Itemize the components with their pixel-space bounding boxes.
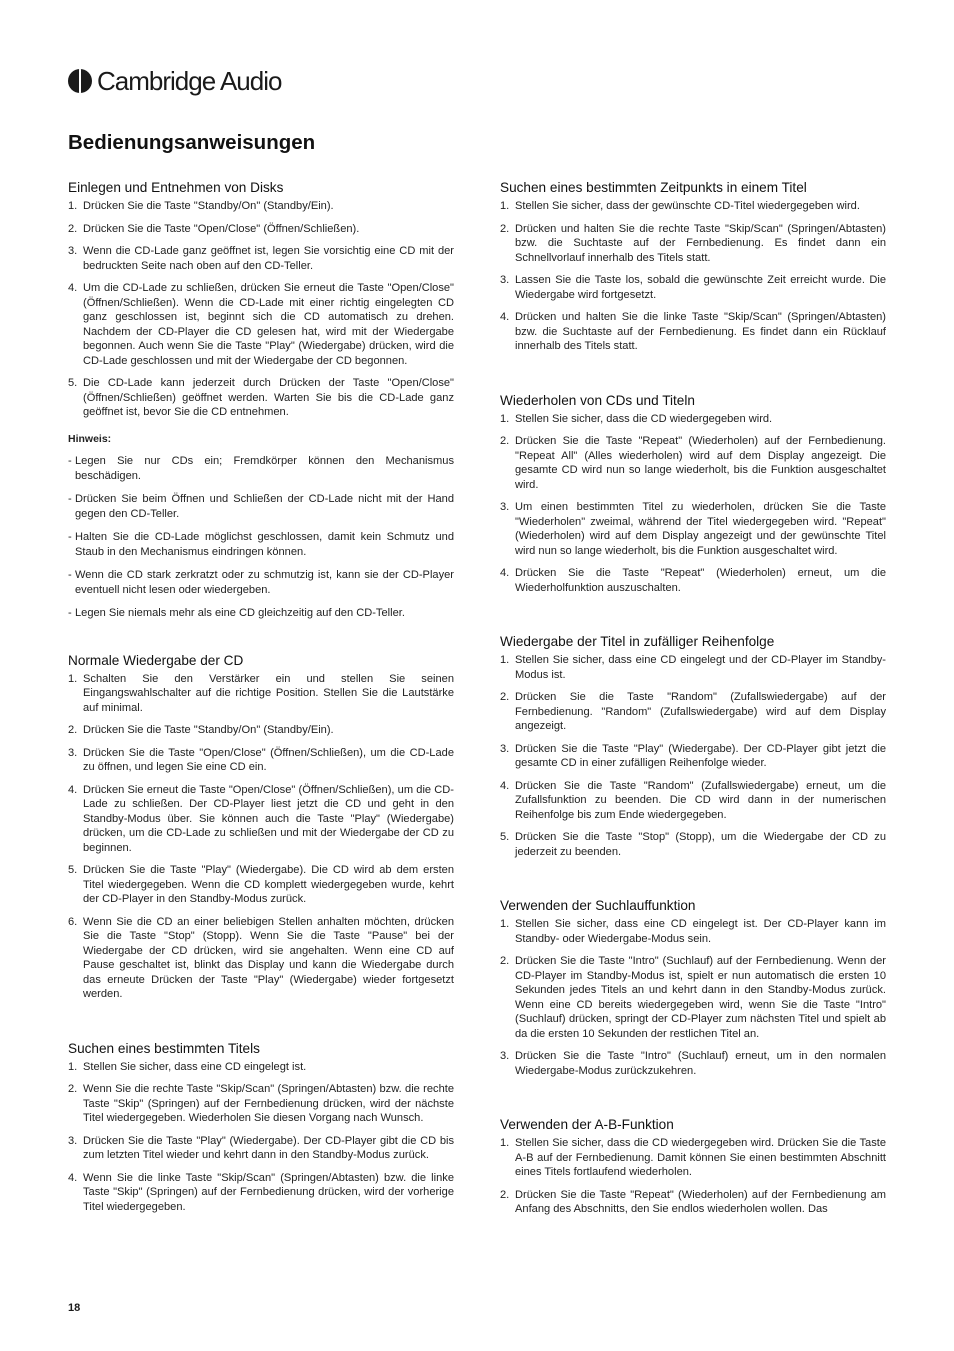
step-item: 3. Drücken Sie die Taste "Play" (Wiedergabe). Der CD-Player gibt jetzt die gesamte CD in einer zufälligen Reihenfolge wieder.	[500, 742, 886, 769]
note-item: - Halten Sie die CD-Lade möglichst geschlossen, damit kein Schmutz und Staub in den Mechanismus eindringen können.	[68, 530, 454, 559]
step-text: Drücken Sie die Taste "Play" (Wiedergabe). Die CD wird ab dem ersten Titel wiedergegeben. Wenn die CD komplett wiedergegeben wurde, kehrt der CD-Player in den Standby-Modus zurück.	[83, 864, 454, 905]
step-text: Drücken und halten Sie die linke Taste "Skip/Scan" (Springen/Abtasten) bzw. die Suchtaste auf der Fernbedienung. Es findet dann ein Rücklauf innerhalb des Titels statt.	[515, 311, 886, 352]
step-item: 1. Schalten Sie den Verstärker ein und stellen Sie seinen Eingangswahlschalter auf die richtige Position. Stellen Sie die Lautstärke auf minimal.	[68, 672, 454, 714]
section-title: Verwenden der A-B-Funktion	[500, 1117, 674, 1132]
step-item: 5. Drücken Sie die Taste "Play" (Wiedergabe). Die CD wird ab dem ersten Titel wiedergegeben. Wenn die CD komplett wiedergegeben wurde, kehrt der CD-Player in den Standby-Modus zurück.	[68, 864, 454, 905]
step-text: Drücken Sie die Taste "Intro" (Suchlauf) erneut, um in den normalen Wiedergabe-Modus zurückzukehren.	[515, 1050, 886, 1077]
right-column	[500, 179, 886, 1225]
step-list	[68, 672, 454, 1002]
step-item: 4. Um die CD-Lade zu schließen, drücken Sie erneut die Taste "Open/Close" (Öffnen/Schließen). Wenn die CD-Lade mit einer richtig eingelegten CD ganz geschlossen ist, beginnt sich die CD automatisch zu drehen. Nachdem der CD-Player die CD gelesen hat, wird mit der Wiedergabe begonnen. Auch wenn Sie die Taste "Play" (Wiedergabe) drücken, wird die CD-Lade geschlossen und mit der Wiedergabe der CD begonnen.	[68, 282, 454, 367]
step-item: 3. Drücken Sie die Taste "Play" (Wiedergabe). Der CD-Player gibt die CD bis zum letzten Titel wieder und kehrt dann in den Standby-Modus zurück.	[68, 1134, 454, 1161]
step-item: 1. Drücken Sie die Taste "Standby/On" (Standby/Ein).	[68, 200, 334, 212]
brand-name: Cambridge Audio	[97, 66, 282, 96]
section-search-title	[68, 1040, 454, 1215]
step-item: 1. Stellen Sie sicher, dass eine CD eingelegt ist.	[68, 1060, 307, 1073]
step-item: 4. Drücken und halten Sie die linke Taste "Skip/Scan" (Springen/Abtasten) bzw. die Suchtaste auf der Fernbedienung. Es findet dann ein Rücklauf innerhalb des Titels statt.	[500, 311, 886, 352]
step-item: 3. Um einen bestimmten Titel zu wiederholen, drücken Sie die Taste "Wiederholen" zweimal, während der Titel wiedergegeben wird. "Repeat" (Wiederholen) wird auf dem Display angezeigt und der gewünschte Titel wird nun so lange wiederholt, bis die Funktion ausgeschaltet wird.	[500, 501, 886, 557]
step-item: 2. Drücken und halten Sie die rechte Taste "Skip/Scan" (Springen/Abtasten) bzw. die Suchtaste auf der Fernbedienung. Es findet dann ein Schnellvorlauf innerhalb des Titels statt.	[500, 222, 886, 264]
step-item: 4. Wenn Sie die linke Taste "Skip/Scan" (Springen/Abtasten) bzw. die linke Taste "Skip" (Springen) auf der Fernbedienung drücken, wird der vorherige Titel wiedergegeben.	[68, 1171, 454, 1213]
step-item: 3. Drücken Sie die Taste "Intro" (Suchlauf) erneut, um in den normalen Wiedergabe-Modus zurückzukehren.	[500, 1050, 886, 1077]
step-text: Wenn Sie die CD an einer beliebigen Stellen anhalten möchten, drücken Sie die Taste "Stop" (Stopp). Wenn Sie die Taste "Pause" bei der Wiedergabe der CD drücken, wird sie angehalten. Wenn eine CD auf Pause geschaltet ist, blinkt das Display und kann die Wiedergabe durch das erneute Drücken der Taste "Play" (Wiedergabe) wieder fortgesetzt werden.	[83, 915, 454, 1000]
section-title: Suchen eines bestimmten Zeitpunkts in einem Titel	[500, 180, 807, 195]
note-heading: Hinweis:	[68, 432, 112, 445]
section-search-time	[500, 179, 886, 354]
section-random	[500, 633, 886, 859]
section-title: Wiederholen von CDs und Titeln	[500, 392, 695, 408]
step-list	[500, 412, 886, 596]
step-text: Stellen Sie sicher, dass eine CD eingelegt und der CD-Player im Standby-Modus ist.	[515, 654, 886, 681]
left-column	[68, 179, 454, 1222]
step-text: Drücken Sie die Taste "Standby/On" (Standby/Ein).	[83, 200, 334, 212]
step-text: Um die CD-Lade zu schließen, drücken Sie erneut die Taste "Open/Close" (Öffnen/Schließen). Wenn die CD-Lade mit einer richtig eingelegten CD ganz geschlossen ist, beginnt sich die CD automatisch zu drehen. Nachdem der CD-Player die CD gelesen hat, wird mit der Wiedergabe begonnen. Auch wenn Sie die Taste "Play" (Wiedergabe) drücken, wird die CD-Lade geschlossen und mit der Wiedergabe der CD begonnen.	[83, 282, 454, 367]
note-item: - Wenn die CD stark zerkratzt oder zu schmutzig ist, kann sie der CD-Player eventuell nicht lesen oder wiedergeben.	[68, 568, 454, 597]
section-a-b	[500, 1116, 886, 1217]
step-text: Drücken Sie die Taste "Open/Close" (Öffnen/Schließen).	[83, 222, 360, 235]
step-item: 3. Wenn die CD-Lade ganz geöffnet ist, legen Sie vorsichtig eine CD mit der bedruckten Seite nach oben auf den CD-Teller.	[68, 245, 454, 272]
step-list	[500, 917, 886, 1078]
page-number: 18	[68, 1302, 81, 1314]
step-item: 1. Stellen Sie sicher, dass eine CD eingelegt ist. Der CD-Player kann im Standby- oder Wiedergabe-Modus sein.	[500, 918, 886, 945]
step-list	[500, 653, 886, 859]
step-text: Drücken und halten Sie die rechte Taste "Skip/Scan" (Springen/Abtasten) bzw. die Suchtaste auf der Fernbedienung. Es findet dann ein Schnellvorlauf innerhalb des Titels statt.	[515, 222, 886, 264]
step-list	[68, 199, 454, 420]
note-item: - Legen Sie niemals mehr als eine CD gleichzeitig auf den CD-Teller.	[68, 606, 454, 621]
step-text: Die CD-Lade kann jederzeit durch Drücken der Taste "Open/Close" (Öffnen/Schließen) geöffnet werden. Warten Sie bis die CD-Lade ganz geöffnet ist, bevor Sie die CD entnehmen.	[83, 377, 454, 418]
step-text: Wenn die CD-Lade ganz geöffnet ist, legen Sie vorsichtig eine CD mit der bedruckten Seite nach oben auf den CD-Teller.	[83, 245, 454, 272]
step-text: Wenn Sie die rechte Taste "Skip/Scan" (Springen/Abtasten) bzw. die rechte Taste "Skip" (Springen) auf der Fernbedienung drücken, wird der nächste Titel wiedergegeben. Wiederholen Sie diesen Vorgang nach Wunsch.	[83, 1083, 454, 1124]
step-text: Stellen Sie sicher, dass der gewünschte CD-Titel wiedergegeben wird.	[515, 200, 860, 212]
note-item: - Drücken Sie beim Öffnen und Schließen der CD-Lade nicht mit der Hand gegen den CD-Teller.	[68, 492, 454, 521]
step-text: Um einen bestimmten Titel zu wiederholen, drücken Sie die Taste "Wiederholen" zweimal, während der Titel wiedergegeben wird. "Repeat" (Wiederholen) wird auf dem Display angezeigt und der gewünschte Titel wird nun so lange wiederholt, bis die Funktion ausgeschaltet wird.	[515, 501, 886, 557]
step-text: Stellen Sie sicher, dass die CD wiedergegeben wird.	[515, 412, 773, 425]
step-item: 1. Stellen Sie sicher, dass eine CD eingelegt und der CD-Player im Standby-Modus ist.	[500, 654, 886, 681]
step-text: Drücken Sie die Taste "Repeat" (Wiederholen) auf der Fernbedienung am Anfang des Abschnitts, den Sie endlos wiederholen wollen. Das	[515, 1188, 886, 1215]
brand-logo	[68, 66, 281, 96]
step-text: Drücken Sie die Taste "Play" (Wiedergabe). Der CD-Player gibt jetzt die gesamte CD in einer zufälligen Reihenfolge wieder.	[515, 742, 886, 769]
step-item: 1. Stellen Sie sicher, dass die CD wiedergegeben wird.	[500, 412, 773, 425]
step-text: Drücken Sie die Taste "Standby/On" (Standby/Ein).	[83, 724, 334, 736]
step-text: Lassen Sie die Taste los, sobald die gewünschte Zeit erreicht wurde. Die Wiedergabe wird fortgesetzt.	[515, 274, 886, 301]
step-item: 2. Drücken Sie die Taste "Intro" (Suchlauf) auf der Fernbedienung. Wenn der CD-Player im Standby-Modus ist, spielt er nun automatisch die ersten 10 Sekunden jedes Titels an und kehrt dann in den Standby-Modus zurück. Wenn eine CD bereits wiedergegeben wird, wenn Sie die Taste "Intro" (Suchlauf) drücken, springt der CD-Player zum nächsten Titel und spielt ab da die ersten 10 Sekunden der restlichen Titel an.	[500, 955, 886, 1040]
step-item: 5. Drücken Sie die Taste "Stop" (Stopp), um die Wiedergabe der CD zu jederzeit zu beenden.	[500, 831, 886, 858]
step-list	[68, 1060, 454, 1215]
step-text: Stellen Sie sicher, dass eine CD eingelegt ist. Der CD-Player kann im Standby- oder Wiedergabe-Modus sein.	[515, 918, 886, 945]
section-intro	[500, 897, 886, 1078]
step-text: Drücken Sie die Taste "Repeat" (Wiederholen) auf der Fernbedienung. "Repeat All" (Alles wiederholen) wird auf dem Display angezeigt. Die gesamte CD wird nun so lange wiederholt, bis die Funktion ausgeschaltet wird.	[515, 435, 886, 491]
step-text: Drücken Sie die Taste "Random" (Zufallswiedergabe) erneut, um die Zufallsfunktion zu beenden. Die CD wird dann in der numerischen Reihenfolge bis zum Ende wiedergegeben.	[515, 779, 886, 821]
step-item: 2. Drücken Sie die Taste "Repeat" (Wiederholen) auf der Fernbedienung am Anfang des Abschnitts, den Sie endlos wiederholen wollen. Das	[500, 1188, 886, 1215]
step-item: 4. Drücken Sie die Taste "Random" (Zufallswiedergabe) erneut, um die Zufallsfunktion zu beenden. Die CD wird dann in der numerischen Reihenfolge bis zum Ende wiedergegeben.	[500, 779, 886, 821]
step-item: 4. Drücken Sie erneut die Taste "Open/Close" (Öffnen/Schließen), um die CD-Lade zu schließen. Der CD-Player liest jetzt die CD und geht in den Standby-Modus über. Sie können auch die Taste "Play" (Wiedergabe) drücken, um die CD-Lade zu schließen und mit der Wiedergabe der CD zu beginnen.	[68, 783, 454, 854]
step-item: 2. Drücken Sie die Taste "Standby/On" (Standby/Ein).	[68, 724, 334, 736]
step-list	[500, 199, 886, 354]
page-title: Bedienungsanweisungen	[68, 131, 316, 154]
section-title: Einlegen und Entnehmen von Disks	[68, 180, 284, 195]
section-normal-playback	[68, 652, 454, 1002]
step-text: Drücken Sie die Taste "Intro" (Suchlauf) auf der Fernbedienung. Wenn der CD-Player im Standby-Modus ist, spielt er nun automatisch die ersten 10 Sekunden jedes Titels an und kehrt dann in den Standby-Modus zurück. Wenn eine CD bereits wiedergegeben wird, wenn Sie die Taste "Intro" (Suchlauf) drücken, springt der CD-Player zum nächsten Titel und spielt ab da die ersten 10 Sekunden der restlichen Titel an.	[515, 955, 886, 1040]
step-item: 2. Drücken Sie die Taste "Open/Close" (Öffnen/Schließen).	[68, 222, 360, 235]
step-item: 1. Stellen Sie sicher, dass die CD wiedergegeben wird. Drücken Sie die Taste A-B auf der Fernbedienung. Damit können Sie einen bestimmten Abschnitt eines Titels fortlaufend wiederholen.	[500, 1137, 886, 1178]
step-item: 5. Die CD-Lade kann jederzeit durch Drücken der Taste "Open/Close" (Öffnen/Schließen) geöffnet werden. Warten Sie bis die CD-Lade ganz geöffnet ist, bevor Sie die CD entnehmen.	[68, 377, 454, 418]
section-title: Wiedergabe der Titel in zufälliger Reihenfolge	[500, 634, 775, 649]
step-item: 3. Drücken Sie die Taste "Open/Close" (Öffnen/Schließen), um die CD-Lade zu öffnen, und legen Sie eine CD ein.	[68, 746, 454, 773]
step-item: 1. Stellen Sie sicher, dass der gewünschte CD-Titel wiedergegeben wird.	[500, 200, 860, 212]
step-item: 4. Drücken Sie die Taste "Repeat" (Wiederholen) erneut, um die Wiederholfunktion auszuschalten.	[500, 567, 886, 594]
cambridge-audio-logo-icon	[68, 69, 92, 93]
note-item: - Legen Sie nur CDs ein; Fremdkörper können den Mechanismus beschädigen.	[68, 454, 454, 483]
step-text: Drücken Sie die Taste "Open/Close" (Öffnen/Schließen), um die CD-Lade zu öffnen, und legen Sie eine CD ein.	[83, 746, 454, 773]
step-text: Drücken Sie die Taste "Play" (Wiedergabe). Der CD-Player gibt die CD bis zum letzten Titel wieder und kehrt dann in den Standby-Modus zurück.	[83, 1134, 454, 1161]
section-title: Verwenden der Suchlauffunktion	[500, 898, 696, 913]
section-repeat	[500, 392, 886, 596]
step-item: 6. Wenn Sie die CD an einer beliebigen Stellen anhalten möchten, drücken Sie die Taste "Stop" (Stopp). Wenn Sie die Taste "Pause" bei der Wiedergabe der CD drücken, wird sie angehalten. Wenn eine CD auf Pause geschaltet ist, blinkt das Display und kann die Wiedergabe durch das erneute Drücken der Taste "Play" (Wiedergabe) wieder fortgesetzt werden.	[68, 915, 454, 1000]
section-title: Normale Wiedergabe der CD	[68, 652, 244, 668]
step-text: Drücken Sie die Taste "Repeat" (Wiederholen) erneut, um die Wiederholfunktion auszuschalten.	[515, 567, 886, 594]
step-list	[500, 1136, 886, 1217]
step-text: Wenn Sie die linke Taste "Skip/Scan" (Springen/Abtasten) bzw. die linke Taste "Skip" (Springen) auf der Fernbedienung drücken, wird der vorherige Titel wiedergegeben.	[83, 1171, 454, 1213]
step-item: 3. Lassen Sie die Taste los, sobald die gewünschte Zeit erreicht wurde. Die Wiedergabe wird fortgesetzt.	[500, 274, 886, 301]
step-item: 2. Wenn Sie die rechte Taste "Skip/Scan" (Springen/Abtasten) bzw. die rechte Taste "Skip" (Springen) auf der Fernbedienung drücken, wird der nächste Titel wiedergegeben. Wiederholen Sie diesen Vorgang nach Wunsch.	[68, 1083, 454, 1124]
step-text: Drücken Sie die Taste "Random" (Zufallswiedergabe) auf der Fernbedienung. "Random" (Zufallswiedergabe) wird auf dem Display angezeigt.	[515, 691, 886, 732]
section-loading-discs	[68, 179, 454, 621]
step-item: 2. Drücken Sie die Taste "Random" (Zufallswiedergabe) auf der Fernbedienung. "Random" (Zufallswiedergabe) wird auf dem Display angezeigt.	[500, 691, 886, 732]
step-text: Schalten Sie den Verstärker ein und stellen Sie seinen Eingangswahlschalter auf die richtige Position. Stellen Sie die Lautstärke auf minimal.	[83, 672, 454, 714]
step-text: Stellen Sie sicher, dass eine CD eingelegt ist.	[83, 1060, 307, 1073]
section-title: Suchen eines bestimmten Titels	[68, 1040, 260, 1056]
step-text: Stellen Sie sicher, dass die CD wiedergegeben wird. Drücken Sie die Taste A-B auf der Fernbedienung. Damit können Sie einen bestimmten Abschnitt eines Titels fortlaufend wiederholen.	[515, 1137, 886, 1178]
step-item: 2. Drücken Sie die Taste "Repeat" (Wiederholen) auf der Fernbedienung. "Repeat All" (Alles wiederholen) wird auf dem Display angezeigt. Die gesamte CD wird nun so lange wiederholt, bis die Funktion ausgeschaltet wird.	[500, 435, 886, 491]
step-text: Drücken Sie die Taste "Stop" (Stopp), um die Wiedergabe der CD zu jederzeit zu beenden.	[515, 831, 886, 858]
note-list	[68, 454, 454, 621]
step-text: Drücken Sie erneut die Taste "Open/Close" (Öffnen/Schließen), um die CD-Lade zu schließen. Der CD-Player liest jetzt die CD und geht in den Standby-Modus über. Sie können auch die Taste "Play" (Wiedergabe) drücken, um die CD-Lade zu schließen und mit der Wiedergabe der CD zu beginnen.	[83, 783, 454, 854]
